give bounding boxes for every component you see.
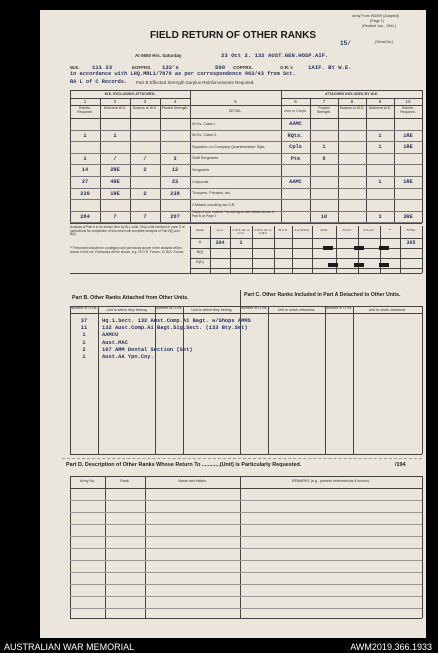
part-a-detail: Totals of cols. marked * should agree with details shown in Part B on Page 2 [192,210,275,218]
analysis-col-head: C.M.F. Att. to A.M.F. [254,228,272,236]
part-a-cell-c9: 3 [378,213,382,220]
part-b-entry-unit: Hq.1.Sect. 132 Aust.Comp.Ai Bagt. w/Shops AMMS [102,318,251,324]
part-a-cell-c6: Pte [290,155,301,162]
typed-date-unit: 23 Oct 2. 132 AUST.GEN.HOSP.AIF. [221,52,329,59]
redaction-block [328,263,338,267]
at-line: At 0600 Hrs. Saturday [135,53,182,58]
col-num-10: 10 [405,99,411,104]
page-number: (Page 1) [370,19,384,23]
part-a-detail: Corporals [192,179,209,184]
col-head-r-surplus: Surplus to W.E. [339,106,365,110]
part-a-cell-c1: 1 [83,155,87,162]
part-d-row-rule [70,524,422,525]
col-num-1: 1 [83,99,87,104]
analysis-col-head: Detail [196,228,204,232]
footer-right: AWM2019.366.1933 [350,642,432,652]
part-d-row-rule [70,500,422,501]
part-a-detail: W.Os. Class II. [192,133,218,138]
part-b-title: Part B. Other Ranks Attached from Other Units. [72,295,189,301]
part-d-row-rule [70,596,422,597]
part-d-row-rule [70,512,422,513]
part-a-cell-c7: 9 [322,155,326,162]
coffrs-label: COFFRS. [233,65,253,70]
part-a-cell-c1: 230 [80,190,90,197]
footer-left: AUSTRALIAN WAR MEMORIAL [4,642,135,652]
part-a-cell-c3: 2 [143,167,147,174]
part-c-col-num-2: Number of O.Rs. [325,306,353,310]
ors-label: O.R.'s [280,65,293,70]
part-b-entry-unit: Aust.MAC [102,339,128,346]
col-head-reinfts: Reinfts. Required. [77,106,93,114]
part-a-detail: Staff Sergeants [192,156,219,161]
part-a-row-rule [70,164,422,165]
left-group-label: W.E. EXCLUDING ATTACHED. [104,91,156,96]
part-a-cell-c9: 1 [378,144,382,151]
analysis-aif: 304 [215,240,225,246]
analysis-col-head: A.A.M.W.S. [294,228,310,232]
part-a-cell-c7: 10 [320,213,328,220]
part-a-cell-c9: 1 [378,132,382,139]
col-num-8: 8 [350,99,354,104]
redaction-block [379,263,389,267]
typed-serial: 15/ [340,40,351,47]
part-a-cell-c6: Cpls [289,144,302,151]
part-a-cell-c6: AAMC [289,121,302,127]
analysis-col-head: CIVIL [320,228,328,232]
col-num-5: 5 [234,99,237,104]
col-head-r-deficient: Deficient W.E. [368,106,392,110]
part-d-row-rule [70,536,422,537]
part-b-entry-number: 1 [82,339,86,346]
part-a-cell-c10: 1RE [403,132,413,139]
part-c-title: Part C. Other Ranks Included in Part A Detached to Other Units. [244,292,401,298]
analysis-col-head: R.A.N. [342,228,352,232]
analysis-col-head: ** [388,228,392,232]
form-sheet [40,10,426,638]
part-a-cell-c10: 3RE [403,213,413,220]
analysis-col-rule [274,226,275,273]
part-a-cell-c2: 4RE [110,179,120,185]
part-a-row-rule [70,188,422,189]
part-a-cell-c1: 27 [81,179,89,185]
part-a-cell-c2: 2RE [110,167,120,174]
col-num-9: 9 [378,99,382,104]
part-a-cell-c1: 1 [83,132,87,139]
part-d-row-rule [70,548,422,549]
records-typed: RA L of C Records. [70,79,128,85]
part-b-col-unit-2: Unit to which they belong [191,308,232,312]
part-d-row-rule [70,572,422,573]
part-a-cell-c4: 3 [173,155,177,162]
part-a-cell-c3: / [143,155,147,162]
part-a-detail: W.Os. Class I. [192,121,217,126]
part-a-row-rule [70,153,422,154]
col-num-7: 7 [322,99,326,104]
part-d-col-rank: Rank. [120,479,130,483]
part-c-col-unit-2: Unit to which detached. [368,308,407,312]
analysis-col-head: R.A.A.F. [363,228,375,232]
analysis-col-head: A.I.F. [216,228,224,232]
part-a-cell-c7: 1 [322,144,326,151]
part-a-cell-c4: 23 [171,179,179,185]
part-b-entry-number: 2 [82,346,86,353]
col-head-deficient: Deficient W.E. [103,106,127,110]
part-d-date: /194 [395,462,406,468]
analysis-col-rule [210,226,211,273]
part-b-entry-unit: 107 AMM Dental Section (Set) [102,346,193,353]
part-a-cell-c6: AAMC [289,179,302,185]
col-head-posted: Posted Strength. [161,106,189,110]
part-a-cell-c4: 297 [170,213,180,220]
part-a-detail: Squadron or Company Quartermaster Sgts. [192,144,266,149]
part-c-col-num-1: Number of O.Rs. [240,306,268,310]
part-a-row-rule [70,176,422,177]
part-a-cell-c9: 1 [378,179,382,185]
part-d-col-army-no: Army No. [80,479,95,483]
part-a-cell-c3: 2 [143,190,147,197]
correspondence-line: in accordance with LHQ.MRL1/7879 as per correspondence 963/43 from Sct. [70,71,296,77]
part-d-col-remarks: REMARKS (e.g., present whereabouts if known). [292,479,370,483]
part-b-col-unit-1: Unit to which they belong [106,308,147,312]
part-b-entry-number: 1 [82,332,86,339]
col-head-r-posted: Posted Strength. [316,106,332,114]
analysis-col-rule [422,226,423,273]
part-a-cell-c2: / [113,155,117,162]
col-head-r-reinfts: Reinfts. Required. [400,106,416,114]
form-title: FIELD RETURN OF OTHER RANKS [149,30,317,41]
part-b-entry-number: 11 [80,325,88,332]
part-a-cell-c1: 14 [81,167,89,174]
part-d-row-rule [70,608,422,609]
part-d-row-rule [70,584,422,585]
part-b-col-num-2: Number of O.Rs. [155,306,183,310]
analysis-col-rule [292,226,293,273]
col-num-4: 4 [173,99,177,104]
analysis-col-head: C.M.F. Att. to A.I.F. [232,228,250,236]
part-a-detail: Civilians counting as O.R. [192,202,236,207]
part-a-row-rule [70,141,422,142]
section-line: Part B Effected Strength Surplus Reinforcements Required. [136,79,255,85]
part-c-col-unit-1: Unit to which detached. [277,308,316,312]
part-b-entry-unit: 132 Aust.Comp.Ai Bagt.Sig.Sect. (133 Bty.Set) [102,325,248,332]
ors-value: 1AIF. BY W.E. [308,64,352,71]
col-num-3: 3 [143,99,147,104]
serial-label: (Serial No.) [375,40,394,44]
eoffrs-value: 132's [162,64,179,71]
analysis-col-rule [400,226,401,273]
part-a-row-rule [70,130,422,131]
part-b-entry-number: 37 [80,318,88,324]
part-a-cell-c1: 284 [80,213,90,220]
part-a-row-rule [70,199,422,200]
part-b-entry-number: 1 [82,354,86,360]
we-value: 111 23 [92,64,113,71]
col-head-detail: DETAIL. [228,109,243,113]
redaction-block [379,246,389,250]
analysis-col-head: TOTAL [406,228,416,232]
part-d-col-name: Name and Initials. [178,479,207,483]
analysis-label: A [198,239,202,244]
part-a-detail: Sergeants [192,167,210,172]
we-label: W.E. [70,65,80,70]
form-id: Army Form W3009 (Adapted) [352,14,399,18]
part-d-title: Part D. Description of Other Ranks Whose Return To ............(Unit) is Particularly Requested. [66,462,302,468]
col-head-arm: Arm or Corps. [284,109,307,113]
part-a-cell-c3: 7 [143,213,147,220]
part-a-cell-c2: 1RE [110,190,120,197]
analysis-col-rule [312,226,313,273]
part-b-entry-unit: Aust.AA Ypn.Coy. [102,354,154,360]
redaction-block [354,246,364,250]
analysis-label: B(II) [196,259,204,264]
analysis-label: B(I) [196,249,204,254]
part-a-cell-c10: 1RE [403,179,413,185]
part-d-row-rule [70,560,422,561]
analysis-note: Analysis of Part A to be shown here by ALL units. Only units involved in para. 5 of instructions for completion of this return will complete analysis of Part B(I) and B(II). [70,225,185,237]
personnel-note: ** Personnel included in a category and previously shown in the analysis will be shown in this col. Particulars will be shown, e.g. 19 O.R. Forces, 10 W.A. Forces. [70,246,185,254]
eoffrs-label: EOFFRS. [132,65,152,70]
coffrs-value: 500 [215,64,226,71]
part-a-cell-c4: 12 [171,167,179,174]
analysis-total: 305 [406,240,416,246]
col-head-surplus: Surplus to W.E. [132,106,158,110]
col-num-2: 2 [113,99,117,104]
part-a-cell-c6: RQts. [287,132,304,139]
part-a-cell-c10: 1RE [403,144,413,151]
part-b-col-num-1: Number of O.Rs. [70,306,98,310]
revised-date: (Revised Jan., 1941.) [362,24,397,28]
part-a-cell-c4: 238 [170,190,180,197]
part-a-cell-c2: 1 [113,132,117,139]
col-num-6: 6 [294,99,297,104]
analysis-cmf1: 1 [239,240,243,246]
analysis-col-head: W.A.S. [278,228,288,232]
redaction-block [354,263,364,267]
part-b-entry-unit: AAMCU [102,332,119,339]
right-group-label: ATTACHED INCLUDED BY W.E. [324,91,379,96]
part-a-row-rule [70,222,422,223]
part-a-detail: Troopers, Privates, etc. [192,191,232,196]
part-a-cell-c2: 7 [113,213,117,220]
redaction-block [323,246,333,250]
